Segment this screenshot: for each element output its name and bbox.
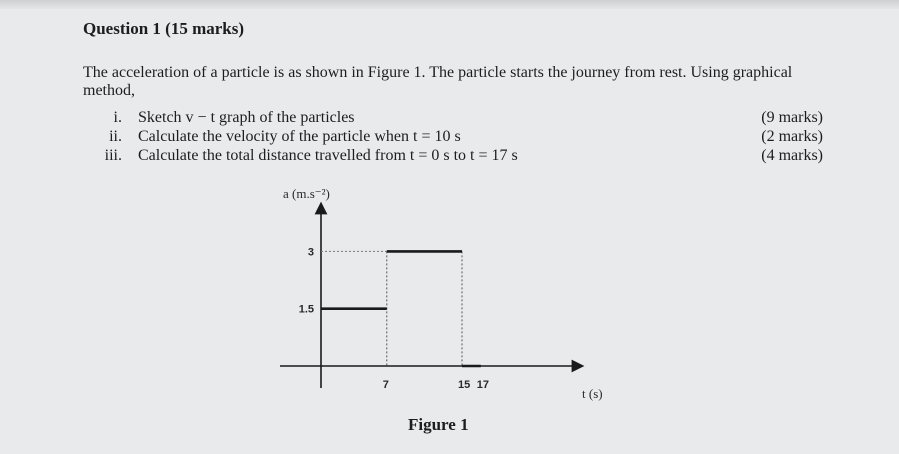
item-marks: (4 marks) bbox=[761, 147, 823, 164]
x-tick-label: 17 bbox=[476, 379, 490, 391]
data-segments bbox=[321, 251, 481, 366]
figure-caption: Figure 1 bbox=[408, 415, 469, 434]
x-tick-label: 7 bbox=[382, 379, 389, 391]
y-tick-label: 1.5 bbox=[298, 303, 314, 316]
item-text: Sketch v − t graph of the particles bbox=[138, 109, 355, 126]
item-number: ii. bbox=[109, 128, 122, 145]
x-axis-label: t (s) bbox=[582, 386, 603, 401]
item-marks: (2 marks) bbox=[761, 128, 823, 145]
x-tick-label: 15 bbox=[458, 379, 471, 391]
item-number: i. bbox=[113, 109, 122, 126]
item-marks: (9 marks) bbox=[761, 109, 823, 126]
y-tick-label: 3 bbox=[307, 246, 314, 259]
item-text: Calculate the velocity of the particle when t = 10 s bbox=[138, 128, 461, 145]
tick-labels bbox=[299, 246, 489, 391]
question-intro: The acceleration of a particle is as shown in Figure 1. The particle starts the journey from rest. Using graphical method, bbox=[83, 64, 793, 99]
question-title: Question 1 (15 marks) bbox=[83, 19, 245, 38]
y-axis-label: a (m.s⁻²) bbox=[283, 186, 330, 201]
item-number: iii. bbox=[104, 147, 122, 164]
item-text: Calculate the total distance travelled from t = 0 s to t = 17 s bbox=[138, 147, 518, 164]
